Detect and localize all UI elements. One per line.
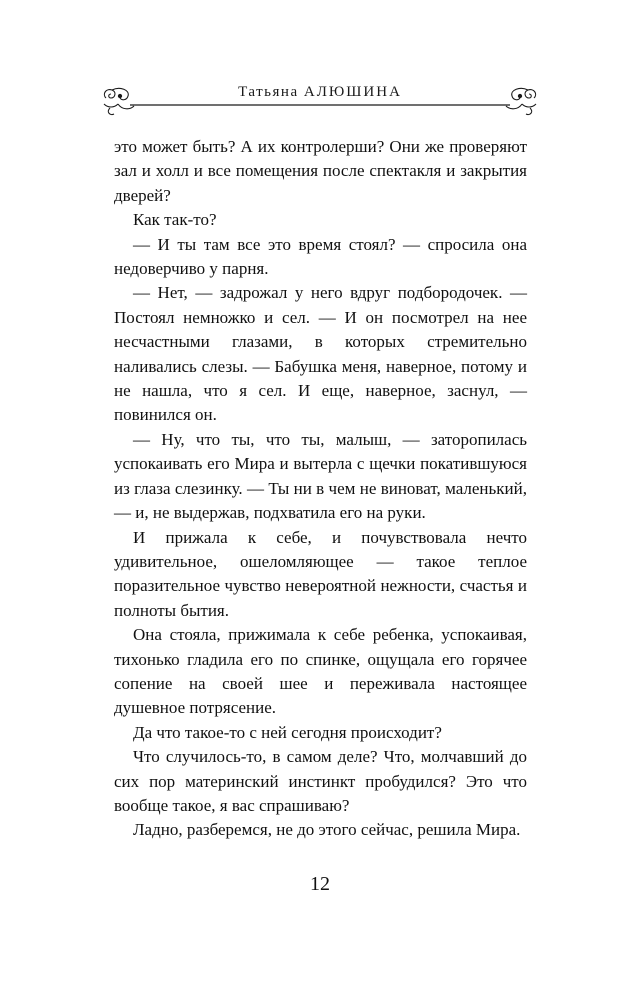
paragraph: это может быть? А их контролерши? Они же проверяют зал и холл и все помещения после спектакля и закрытия дверей?: [114, 137, 527, 205]
running-header: [100, 84, 540, 124]
paragraph: Ладно, разберемся, не до этого сейчас, решила Мира.: [133, 820, 521, 840]
paragraph: Она стояла, прижимала к себе ребенка, успокаивая, тихонько гладила его по спинке, ощущала его горячее сопение на своей шее и переживала настоящее душевное потрясение.: [114, 625, 527, 718]
paragraph: Что случилось-то, в самом деле? Что, молчавший до сих пор материнский инстинкт пробудился? Это что вообще такое, я вас спрашиваю?: [114, 747, 527, 815]
paragraph: Как так-то?: [133, 210, 217, 230]
page-number: 12: [310, 873, 330, 895]
author-first-name: Татьяна: [238, 84, 299, 100]
paragraph: — Ну, что ты, что ты, малыш, — заторопилась успокаивать его Мира и вытерла с щечки покатившуюся из глаза слезинку. — Ты ни в чем не виноват, маленький, — и, не выдержав, подхватила его на руки.: [114, 429, 527, 523]
paragraph: — Нет, — задрожал у него вдруг подбородочек. — Постоял немножко и сел. — И он посмотрел на нее несчастными глазами, в которых стремительно наливались слезы. — Бабушка меня, наверное, потому и не нашла, что я сел. И еще, наверное, заснул, — повинился он.: [114, 283, 527, 425]
author-last-name: АЛЮШИНА: [303, 84, 402, 100]
header-title: [100, 84, 540, 101]
paragraph: И прижала к себе, и почувствовала нечто удивительное, ошеломляющее — такое теплое поразительное чувство невероятной нежности, счастья и полноты бытия.: [114, 527, 527, 620]
paragraph: — И ты там все это время стоял? — спросила она недоверчиво у парня.: [114, 234, 527, 279]
paragraph: Да что такое-то с ней сегодня происходит?: [133, 722, 442, 742]
body-text: [114, 135, 527, 843]
